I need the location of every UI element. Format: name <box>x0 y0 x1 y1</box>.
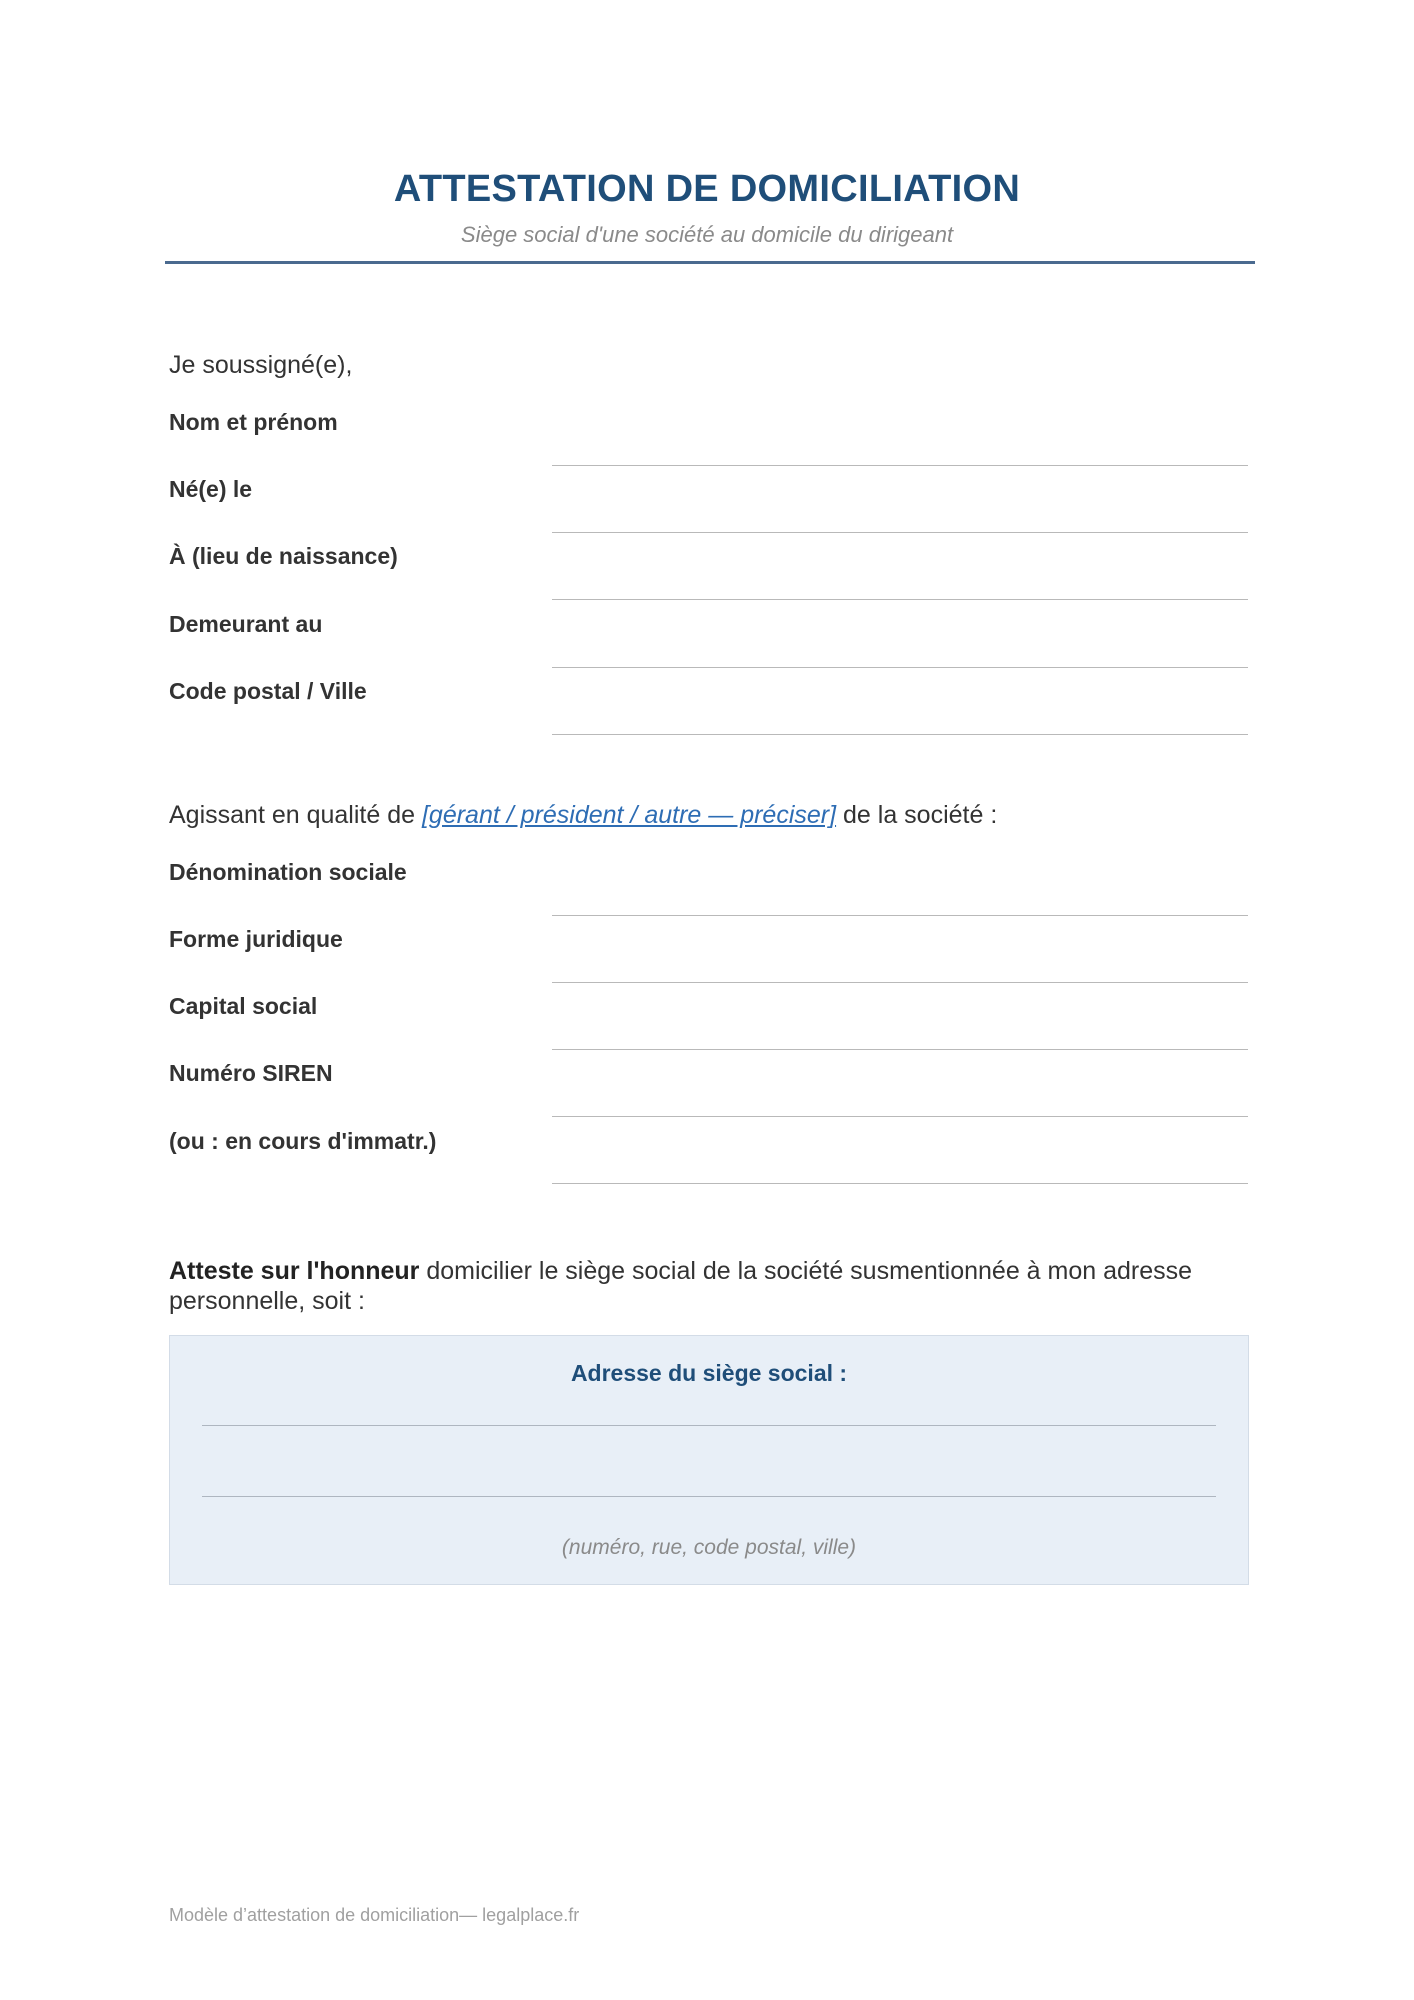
field-label-siren: Numéro SIREN <box>169 1060 333 1086</box>
field-label-demeurant: Demeurant au <box>169 611 323 637</box>
field-label-lieu-naissance: À (lieu de naissance) <box>169 543 398 569</box>
field-label-immatriculation: (ou : en cours d'immatr.) <box>169 1128 437 1154</box>
document-title: ATTESTATION DE DOMICILIATION <box>393 168 1021 210</box>
field-line-code-postal-ville[interactable] <box>552 734 1248 735</box>
attestation-bold: Atteste sur l'honneur <box>169 1257 420 1285</box>
address-box-hint: (numéro, rue, code postal, ville) <box>561 1536 857 1559</box>
address-line-1[interactable] <box>202 1425 1216 1426</box>
document-subtitle: Siège social d'une société au domicile du dirigeant <box>460 222 954 247</box>
field-line-forme-juridique[interactable] <box>552 982 1248 983</box>
capacity-prefix: Agissant en qualité de <box>169 801 422 829</box>
page-footer: Modèle d’attestation de domiciliation— legalplace.fr <box>169 1905 580 1925</box>
field-line-lieu-naissance[interactable] <box>552 599 1248 600</box>
address-box <box>169 1335 1249 1585</box>
address-box-title: Adresse du siège social : <box>570 1360 848 1386</box>
capacity-placeholder-link[interactable]: [gérant / président / autre — préciser] <box>421 801 837 829</box>
field-line-denomination[interactable] <box>552 915 1248 916</box>
field-line-demeurant[interactable] <box>552 667 1248 668</box>
field-label-denomination: Dénomination sociale <box>169 859 407 885</box>
field-line-siren[interactable] <box>552 1116 1248 1117</box>
intro-text: Je soussigné(e), <box>169 351 353 379</box>
capacity-sentence <box>169 801 997 830</box>
capacity-suffix: de la société : <box>836 801 998 829</box>
attestation-text: domicilier le siège social de la société susmentionnée à mon adresse personnelle, soit : <box>169 1257 1193 1315</box>
field-line-capital-social[interactable] <box>552 1049 1248 1050</box>
field-line-nom-prenom[interactable] <box>552 465 1248 466</box>
address-line-2[interactable] <box>202 1496 1216 1497</box>
field-label-code-postal-ville: Code postal / Ville <box>169 678 367 704</box>
field-label-capital-social: Capital social <box>169 993 318 1019</box>
field-label-nom-prenom: Nom et prénom <box>169 409 338 435</box>
field-label-date-naissance: Né(e) le <box>169 476 253 502</box>
title-divider <box>165 261 1255 264</box>
field-line-date-naissance[interactable] <box>552 532 1248 533</box>
attestation-paragraph <box>169 1256 1259 1316</box>
field-label-forme-juridique: Forme juridique <box>169 926 343 952</box>
field-line-immatriculation[interactable] <box>552 1183 1248 1184</box>
